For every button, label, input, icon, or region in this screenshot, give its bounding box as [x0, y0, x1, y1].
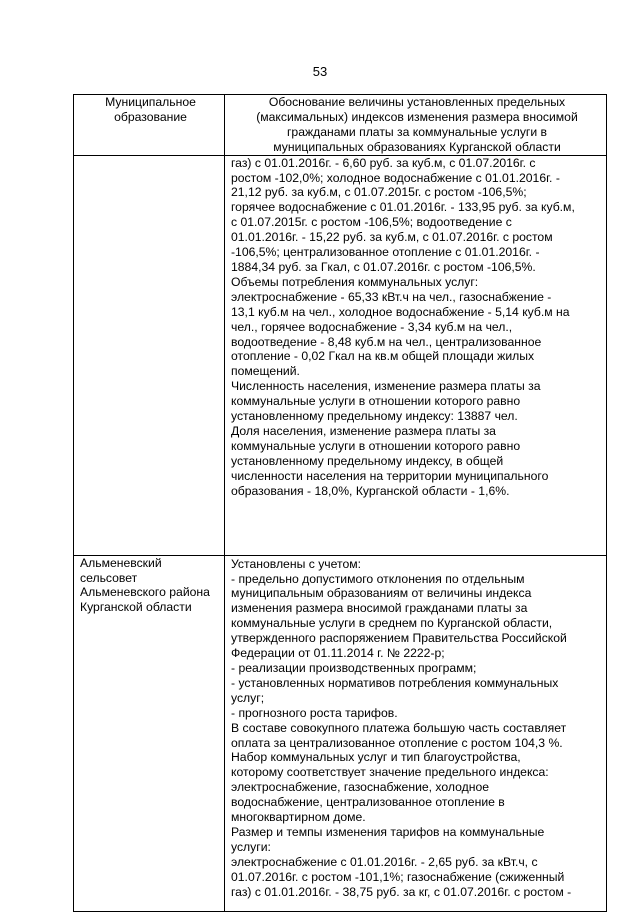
tariff-justification-table: [73, 94, 607, 912]
text-line: образования - 18,0%, Курганской области - 1,6%.: [231, 483, 510, 498]
header-municipality-text: [80, 95, 221, 125]
text-line: отопление - 0,02 Гкал на кв.м общей площади жилых: [231, 349, 535, 364]
justification-text: [231, 557, 603, 900]
text-line: численности населения на территории муниципального: [231, 468, 549, 483]
justification-cell: [225, 555, 607, 911]
text-line: 13,1 куб.м на чел., холодное водоснабжение - 5,14 куб.м на: [231, 304, 570, 319]
text-line: водоотведение - 8,48 куб.м на чел., централизованное: [231, 334, 542, 349]
text-line: Курганской области: [80, 600, 192, 615]
text-line: Муниципальное: [105, 95, 196, 109]
text-line: которому соответствует значение предельного индекса:: [231, 765, 549, 780]
text-line: коммунальные услуги в отношении которого равно: [231, 394, 521, 409]
text-line: - предельно допустимого отклонения по отдельным: [231, 571, 525, 586]
text-line: помещений.: [231, 364, 300, 379]
text-line: 1884,34 руб. за Гкал, с 01.07.2016г. с ростом -106,5%.: [231, 259, 536, 274]
text-line: услуги:: [231, 839, 271, 854]
text-line: В составе совокупного платежа большую часть составляет: [231, 720, 567, 735]
text-line: изменения размера вносимой гражданами платы за: [231, 601, 528, 616]
text-line: установленному предельному индексу, в общей: [231, 453, 504, 468]
table-row: [74, 555, 607, 911]
header-municipality: [74, 95, 225, 156]
text-line: оплата за централизованное отопление с ростом 104,3 %.: [231, 735, 563, 750]
text-line: (максимальных) индексов изменения размера вносимой: [256, 109, 578, 124]
text-line: Альменевский: [80, 555, 162, 570]
text-line: муниципальных образованиях Курганской области: [273, 139, 561, 154]
text-line: Альменевского района: [80, 585, 210, 600]
municipality-cell: [74, 555, 225, 911]
text-line: электроснабжение, газоснабжение, холодное: [231, 780, 490, 795]
table-header-row: [74, 95, 607, 156]
text-line: утвержденного распоряжением Правительства Российской: [231, 631, 567, 646]
text-line: образование: [114, 109, 187, 124]
text-line: Численность населения, изменение размера платы за: [231, 379, 541, 394]
text-line: муниципальным образованиям от величины индекса: [231, 586, 532, 601]
justification-cell: [225, 155, 607, 555]
text-line: многоквартирном доме.: [231, 810, 366, 825]
text-line: коммунальные услуги в отношении которого равно: [231, 438, 521, 453]
justification-text: [231, 156, 603, 499]
text-line: коммунальные услуги в среднем по Курганской области,: [231, 616, 553, 631]
text-line: с 01.07.2015г. с ростом -106,5%; водоотведение с: [231, 215, 512, 230]
text-line: Объемы потребления коммунальных услуг:: [231, 274, 479, 289]
text-line: Установлены с учетом:: [231, 556, 361, 571]
text-line: Размер и темпы изменения тарифов на коммунальные: [231, 824, 545, 839]
text-line: Набор коммунальных услуг и тип благоустройства,: [231, 750, 521, 765]
text-line: гражданами платы за коммунальные услуги в: [286, 124, 548, 139]
text-line: электроснабжение с 01.01.2016г. - 2,65 руб. за кВт.ч, с: [231, 854, 538, 869]
municipality-cell: [74, 155, 225, 555]
text-line: 21,12 руб. за куб.м, с 01.07.2015г. с ростом -106,5%;: [231, 185, 527, 200]
text-line: - прогнозного роста тарифов.: [231, 705, 398, 720]
text-line: водоснабжение, централизованное отопление в: [231, 795, 505, 810]
text-line: горячее водоснабжение с 01.01.2016г. - 133,95 руб. за куб.м,: [231, 200, 575, 215]
header-justification: [225, 95, 607, 156]
text-line: - реализации производственных программ;: [231, 660, 477, 675]
text-line: сельсовет: [80, 570, 138, 585]
text-line: Федерации от 01.11.2014 г. № 2222-р;: [231, 646, 445, 661]
municipality-name: [80, 556, 221, 616]
page-number: 53: [312, 64, 328, 79]
text-line: 01.07.2016г. с ростом -101,1%; газоснабжение (сжиженный: [231, 869, 565, 884]
text-line: установленному предельному индексу: 13887 чел.: [231, 409, 518, 424]
text-line: 01.01.2016г. - 15,22 руб. за куб.м, с 01.07.2016г. с ростом: [231, 230, 553, 245]
text-line: Обоснование величины установленных предельных: [268, 95, 566, 109]
text-line: Доля населения, изменение размера платы за: [231, 423, 496, 438]
text-line: электроснабжение - 65,33 кВт.ч на чел., газоснабжение -: [231, 289, 552, 304]
header-justification-text: [231, 95, 603, 155]
text-line: газ) с 01.01.2016г. - 38,75 руб. за кг, с 01.07.2016г. с ростом -: [231, 884, 572, 899]
text-line: услуг;: [231, 690, 265, 705]
text-line: - установленных нормативов потребления коммунальных: [231, 675, 559, 690]
text-line: -106,5%; централизованное отопление с 01.01.2016г. -: [231, 245, 540, 260]
table-row: [74, 155, 607, 555]
text-line: газ) с 01.01.2016г. - 6,60 руб. за куб.м, с 01.07.2016г. с: [231, 155, 536, 170]
text-line: чел., горячее водоснабжение - 3,34 куб.м на чел.,: [231, 319, 513, 334]
text-line: ростом -102,0%; холодное водоснабжение с 01.01.2016г. -: [231, 170, 560, 185]
